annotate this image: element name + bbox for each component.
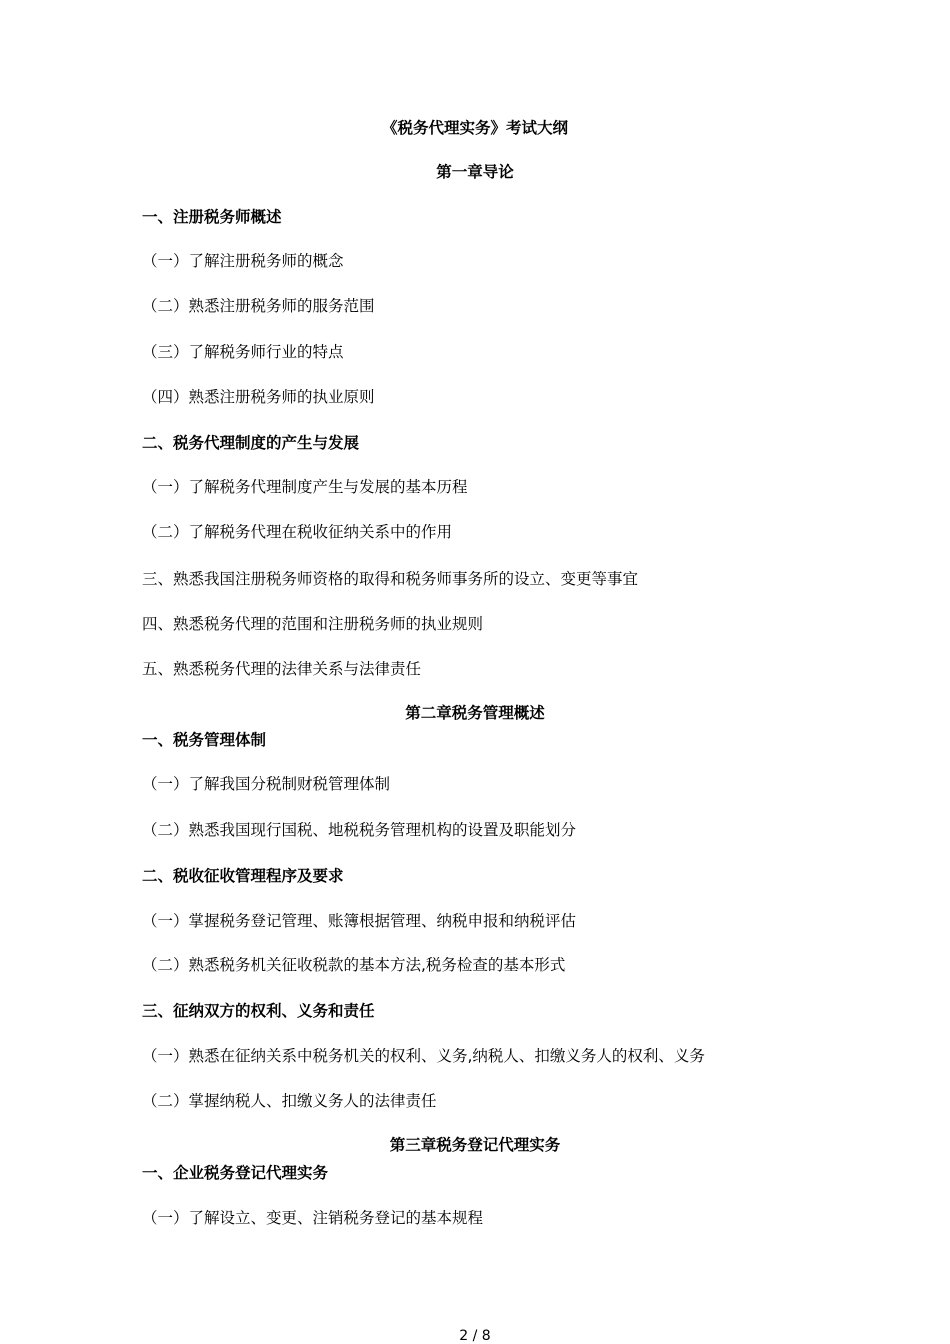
chapter2-section1-item1: （一）了解我国分税制财税管理体制 (142, 775, 391, 793)
chapter1-section1-heading: 一、注册税务师概述 (142, 208, 282, 226)
chapter1-section5: 五、熟悉税务代理的法律关系与法律责任 (142, 660, 422, 678)
chapter1-section2-heading: 二、税务代理制度的产生与发展 (142, 434, 360, 452)
chapter2-section2-item1: （一）掌握税务登记管理、账簿根据管理、纳税申报和纳税评估 (142, 912, 577, 930)
page-number: 2 / 8 (459, 1328, 491, 1344)
chapter3-section1-item1: （一）了解设立、变更、注销税务登记的基本规程 (142, 1209, 484, 1227)
chapter1-section1-item2: （二）熟悉注册税务师的服务范围 (142, 297, 375, 315)
chapter1-section1-item4: （四）熟悉注册税务师的执业原则 (142, 388, 375, 406)
chapter2-section3-item2: （二）掌握纳税人、扣缴义务人的法律责任 (142, 1092, 437, 1110)
chapter1-section2-item2: （二）了解税务代理在税收征纳关系中的作用 (142, 523, 453, 541)
chapter2-section1-heading: 一、税务管理体制 (142, 731, 267, 749)
chapter2-section1-item2: （二）熟悉我国现行国税、地税税务管理机构的设置及职能划分 (142, 821, 577, 839)
chapter1-section1-item3: （三）了解税务师行业的特点 (142, 343, 344, 361)
chapter2-heading: 第二章税务管理概述 (405, 704, 545, 722)
chapter1-section1-item1: （一）了解注册税务师的概念 (142, 252, 344, 270)
chapter2-section2-heading: 二、税收征收管理程序及要求 (142, 867, 344, 885)
chapter1-section4: 四、熟悉税务代理的范围和注册税务师的执业规则 (142, 615, 484, 633)
chapter2-section3-item1: （一）熟悉在征纳关系中税务机关的权利、义务,纳税人、扣缴义务人的权利、义务 (142, 1047, 705, 1065)
chapter1-heading: 第一章导论 (436, 163, 514, 181)
chapter2-section3-heading: 三、征纳双方的权利、义务和责任 (142, 1002, 375, 1020)
chapter2-section2-item2: （二）熟悉税务机关征收税款的基本方法,税务检查的基本形式 (142, 956, 566, 974)
chapter1-section3: 三、熟悉我国注册税务师资格的取得和税务师事务所的设立、变更等事宜 (142, 570, 639, 588)
chapter3-heading: 第三章税务登记代理实务 (389, 1136, 561, 1154)
document-title: 《税务代理实务》考试大纲 (381, 119, 568, 137)
chapter3-section1-heading: 一、企业税务登记代理实务 (142, 1164, 329, 1182)
chapter1-section2-item1: （一）了解税务代理制度产生与发展的基本历程 (142, 478, 468, 496)
